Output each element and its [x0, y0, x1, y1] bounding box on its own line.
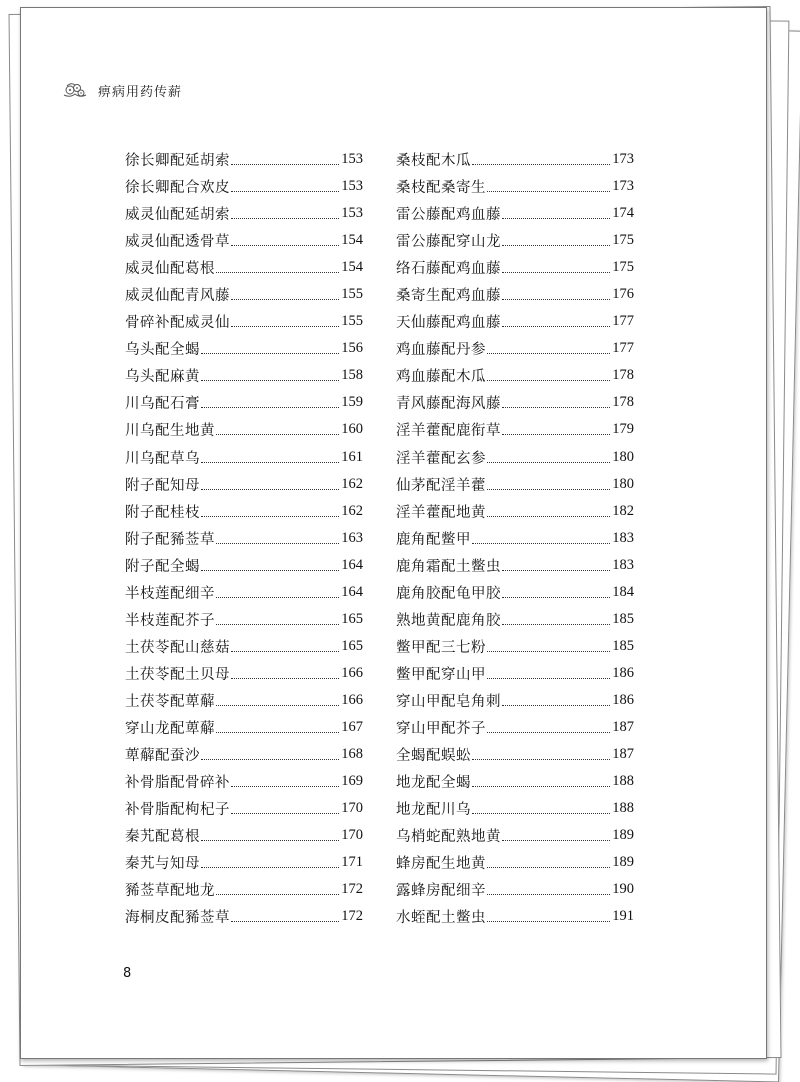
toc-entry-page: 161 — [341, 448, 363, 465]
toc-entry-title: 威灵仙配青风藤 — [125, 288, 230, 305]
toc-dot-leader — [502, 562, 610, 571]
toc-entry-title: 桑枝配桑寄生 — [396, 180, 486, 197]
toc-entry-title: 穿山甲配皂角刺 — [396, 693, 501, 710]
toc-entry — [396, 335, 634, 362]
toc-entry-title: 徐长卿配延胡索 — [125, 153, 230, 170]
toc-entry-page: 185 — [612, 637, 634, 654]
toc-entry-title: 乌头配麻黄 — [125, 369, 200, 386]
toc-dot-leader — [231, 183, 339, 192]
running-head-title: 痹病用药传薪 — [98, 84, 183, 100]
toc-entry — [396, 146, 634, 173]
toc-entry — [125, 416, 363, 443]
toc-dot-leader — [231, 210, 339, 219]
toc-entry-title: 雷公藤配穿山龙 — [396, 234, 501, 251]
toc-entry-title: 雷公藤配鸡血藤 — [396, 207, 501, 224]
toc-entry-page: 173 — [612, 178, 634, 195]
toc-entry-title: 熟地黄配鹿角胶 — [396, 612, 501, 629]
toc-dot-leader — [216, 535, 339, 544]
toc-entry-title: 秦艽配葛根 — [125, 829, 200, 846]
toc-dot-leader — [487, 372, 610, 381]
toc-entry-title: 全蝎配蜈蚣 — [396, 748, 471, 765]
toc-entry-page: 164 — [341, 556, 363, 573]
toc-dot-leader — [216, 724, 339, 733]
toc-dot-leader — [502, 589, 610, 598]
toc-entry — [396, 389, 634, 416]
toc-entry — [125, 552, 363, 579]
toc-entry-page: 166 — [341, 691, 363, 708]
toc-dot-leader — [231, 913, 339, 922]
toc-entry-page: 162 — [341, 502, 363, 519]
toc-entry-title: 乌头配全蝎 — [125, 342, 200, 359]
toc-entry-title: 仙茅配淫羊藿 — [396, 477, 486, 494]
toc-entry — [396, 795, 634, 822]
toc-dot-leader — [487, 508, 610, 517]
toc-entry-title: 补骨脂配枸杞子 — [125, 802, 230, 819]
toc-entry-title: 天仙藤配鸡血藤 — [396, 315, 501, 332]
toc-entry-title: 萆薢配蚕沙 — [125, 748, 200, 765]
toc-entry — [125, 444, 363, 471]
toc-entry-page: 173 — [612, 151, 634, 168]
toc-entry-title: 土茯苓配土贝母 — [125, 666, 230, 683]
toc-entry-title: 土茯苓配山慈菇 — [125, 639, 230, 656]
toc-entry-page: 186 — [612, 691, 634, 708]
toc-entry-page: 186 — [612, 664, 634, 681]
toc-entry-title: 露蜂房配细辛 — [396, 883, 486, 900]
toc-entry-page: 169 — [341, 773, 363, 790]
page-number: 8 — [123, 966, 132, 981]
toc-dot-leader — [487, 724, 610, 733]
toc-entry — [396, 416, 634, 443]
toc-entry-title: 桑寄生配鸡血藤 — [396, 288, 501, 305]
toc-entry-page: 156 — [341, 340, 363, 357]
toc-entry-title: 鳖甲配三七粉 — [396, 639, 486, 656]
toc-entry-title: 骨碎补配威灵仙 — [125, 315, 230, 332]
toc-dot-leader — [502, 264, 610, 273]
toc-entry-title: 川乌配生地黄 — [125, 423, 215, 440]
toc-dot-leader — [216, 697, 339, 706]
toc-entry-page: 172 — [341, 908, 363, 925]
toc-entry — [396, 498, 634, 525]
toc-entry — [396, 741, 634, 768]
toc-dot-leader — [201, 508, 339, 517]
toc-dot-leader — [502, 697, 610, 706]
toc-entry-title: 穿山龙配萆薢 — [125, 721, 215, 737]
toc-entry — [396, 903, 634, 930]
toc-entry — [396, 254, 634, 281]
toc-entry-page: 153 — [341, 205, 363, 222]
toc-entry-page: 184 — [612, 583, 634, 600]
toc-entry — [396, 714, 634, 741]
toc-entry-title: 秦艽与知母 — [125, 856, 200, 873]
toc-entry — [396, 308, 634, 335]
toc-dot-leader — [487, 886, 610, 895]
toc-entry-page: 154 — [341, 259, 363, 276]
toc-entry — [125, 795, 363, 822]
toc-column-right — [396, 146, 634, 930]
toc-entry-title: 水蛭配土鳖虫 — [396, 910, 486, 927]
toc-entry-title: 淫羊藿配玄参 — [396, 450, 486, 467]
toc-entry-title: 川乌配草乌 — [125, 450, 200, 467]
toc-dot-leader — [216, 589, 339, 598]
toc-entry-page: 155 — [341, 313, 363, 330]
toc-entry-title: 附子配桂枝 — [125, 504, 200, 521]
toc-entry — [125, 525, 363, 552]
toc-entry-title: 鸡血藤配木瓜 — [396, 369, 486, 386]
toc-entry — [125, 362, 363, 389]
toc-entry — [125, 471, 363, 498]
toc-entry-title: 乌梢蛇配熟地黄 — [396, 829, 501, 846]
toc-dot-leader — [201, 562, 339, 571]
toc-dot-leader — [216, 264, 339, 273]
toc-entry-page: 170 — [341, 827, 363, 844]
toc-entry-title: 桑枝配木瓜 — [396, 153, 471, 170]
toc-entry-page: 165 — [341, 610, 363, 627]
toc-entry — [125, 741, 363, 768]
toc-entry-page: 162 — [341, 475, 363, 492]
toc-dot-leader — [472, 751, 610, 760]
toc-entry-title: 地龙配川乌 — [396, 802, 471, 819]
toc-entry — [125, 227, 363, 254]
toc-entry — [125, 768, 363, 795]
toc-entry — [396, 200, 634, 227]
toc-dot-leader — [231, 237, 339, 246]
toc-dot-leader — [472, 156, 610, 165]
toc-entry-title: 附子配全蝎 — [125, 558, 200, 575]
toc-entry-page: 180 — [612, 448, 634, 465]
toc-entry-page: 179 — [612, 421, 634, 438]
toc-dot-leader — [231, 643, 339, 652]
toc-entry — [125, 687, 363, 714]
toc-entry — [125, 903, 363, 930]
toc-entry-title: 威灵仙配延胡索 — [125, 207, 230, 224]
toc-entry — [396, 660, 634, 687]
toc-entry-page: 163 — [341, 529, 363, 546]
toc-entry-title: 鹿角配鳖甲 — [396, 531, 471, 548]
toc-entry-page: 188 — [612, 773, 634, 790]
toc-entry-page: 171 — [341, 854, 363, 871]
toc-entry — [396, 768, 634, 795]
toc-entry-page: 167 — [341, 719, 363, 735]
toc-entry-page: 165 — [341, 637, 363, 654]
toc-entry-page: 182 — [612, 502, 634, 519]
toc-entry — [125, 281, 363, 308]
toc-dot-leader — [487, 345, 610, 354]
toc-entry — [125, 876, 363, 903]
toc-entry — [125, 849, 363, 876]
toc-column-left — [125, 146, 363, 930]
toc-dot-leader — [487, 454, 610, 463]
toc-entry — [125, 660, 363, 687]
toc-dot-leader — [502, 616, 610, 625]
toc-entry-title: 威灵仙配透骨草 — [125, 234, 230, 251]
toc-dot-leader — [201, 481, 339, 490]
toc-dot-leader — [472, 805, 610, 814]
toc-entry-title: 鹿角胶配龟甲胶 — [396, 585, 501, 602]
toc-dot-leader — [487, 183, 610, 192]
toc-dot-leader — [487, 670, 610, 679]
toc-entry — [396, 362, 634, 389]
toc-entry-page: 189 — [612, 827, 634, 844]
toc-entry — [396, 173, 634, 200]
toc-entry-page: 187 — [612, 719, 634, 735]
toc-dot-leader — [231, 778, 339, 787]
toc-entry-page: 168 — [341, 746, 363, 763]
toc-entry — [125, 633, 363, 660]
toc-entry-title: 半枝莲配芥子 — [125, 612, 215, 629]
toc-dot-leader — [201, 832, 339, 841]
toc-entry-page: 175 — [612, 232, 634, 249]
toc-entry-page: 188 — [612, 800, 634, 817]
toc-entry-page: 175 — [612, 259, 634, 276]
toc-dot-leader — [216, 886, 339, 895]
toc-entry-page: 177 — [612, 313, 634, 330]
toc-dot-leader — [487, 481, 610, 490]
toc-entry-page: 180 — [612, 475, 634, 492]
toc-dot-leader — [201, 751, 339, 760]
toc-dot-leader — [231, 805, 339, 814]
toc-dot-leader — [231, 318, 339, 327]
toc-entry-title: 海桐皮配豨莶草 — [125, 910, 230, 927]
toc-entry-title: 穿山甲配芥子 — [396, 721, 486, 737]
toc-entry — [125, 389, 363, 416]
running-head — [62, 78, 182, 102]
toc-entry-title: 威灵仙配葛根 — [125, 261, 215, 278]
toc-entry-page: 183 — [612, 529, 634, 546]
toc-entry — [396, 227, 634, 254]
toc-dot-leader — [201, 372, 339, 381]
toc-entry-title: 淫羊藿配鹿衔草 — [396, 423, 501, 440]
toc-entry-page: 158 — [341, 367, 363, 384]
toc-dot-leader — [502, 237, 610, 246]
toc-dot-leader — [231, 670, 339, 679]
toc-dot-leader — [502, 832, 610, 841]
toc-entry-page: 185 — [612, 610, 634, 627]
toc-entry — [125, 200, 363, 227]
toc-entry-page: 172 — [341, 881, 363, 898]
toc-entry-page: 160 — [341, 421, 363, 438]
toc-entry-page: 176 — [612, 286, 634, 303]
toc-dot-leader — [216, 616, 339, 625]
toc-entry-page: 153 — [341, 178, 363, 195]
toc-entry-page: 187 — [612, 746, 634, 763]
toc-dot-leader — [201, 454, 339, 463]
toc-dot-leader — [472, 535, 610, 544]
toc-entry — [396, 579, 634, 606]
toc-entry-title: 补骨脂配骨碎补 — [125, 775, 230, 792]
toc-entry — [125, 714, 363, 741]
toc-entry — [125, 335, 363, 362]
toc-entry — [125, 146, 363, 173]
toc-dot-leader — [216, 426, 339, 435]
flower-ornament-icon — [62, 80, 88, 100]
toc-dot-leader — [502, 426, 610, 435]
toc-entry — [396, 444, 634, 471]
toc-entry — [396, 849, 634, 876]
toc-entry — [125, 822, 363, 849]
toc-entry-page: 190 — [612, 881, 634, 898]
toc-entry-title: 附子配知母 — [125, 477, 200, 494]
toc-entry-title: 青风藤配海风藤 — [396, 396, 501, 413]
toc-entry — [125, 254, 363, 281]
toc-entry-title: 淫羊藿配地黄 — [396, 504, 486, 521]
toc-entry — [125, 308, 363, 335]
toc-entry-title: 蜂房配生地黄 — [396, 856, 486, 873]
toc-entry-page: 166 — [341, 664, 363, 681]
toc-entry-page: 155 — [341, 286, 363, 303]
toc-entry-title: 鳖甲配穿山甲 — [396, 666, 486, 683]
toc-entry-page: 174 — [612, 205, 634, 222]
toc-dot-leader — [502, 399, 610, 408]
toc-entry-title: 豨莶草配地龙 — [125, 883, 215, 900]
toc-entry-page: 178 — [612, 367, 634, 384]
toc-entry-page: 183 — [612, 556, 634, 573]
toc-dot-leader — [201, 345, 339, 354]
toc-entry-page: 159 — [341, 394, 363, 411]
toc-entry-page: 178 — [612, 394, 634, 411]
toc-entry-page: 153 — [341, 151, 363, 168]
toc-entry — [125, 498, 363, 525]
toc-entry-title: 川乌配石膏 — [125, 396, 200, 413]
toc-entry — [396, 552, 634, 579]
toc-entry — [125, 606, 363, 633]
toc-dot-leader — [231, 291, 339, 300]
toc-dot-leader — [472, 778, 610, 787]
toc-entry-page: 170 — [341, 800, 363, 817]
toc-entry-page: 177 — [612, 340, 634, 357]
toc-dot-leader — [487, 643, 610, 652]
toc-entry — [396, 876, 634, 903]
toc-entry — [396, 471, 634, 498]
toc-entry-title: 地龙配全蝎 — [396, 775, 471, 792]
toc-entry-page: 154 — [341, 232, 363, 249]
toc-dot-leader — [487, 859, 610, 868]
toc-dot-leader — [231, 156, 339, 165]
toc-dot-leader — [487, 913, 610, 922]
toc-entry — [396, 633, 634, 660]
toc-entry-title: 鸡血藤配丹参 — [396, 342, 486, 359]
toc-dot-leader — [201, 859, 339, 868]
toc-entry-title: 半枝莲配细辛 — [125, 585, 215, 602]
toc-dot-leader — [201, 399, 339, 408]
toc-entry-title: 鹿角霜配土鳖虫 — [396, 558, 501, 575]
toc-entry-page: 191 — [612, 908, 634, 925]
toc-entry — [396, 822, 634, 849]
toc-entry-title: 络石藤配鸡血藤 — [396, 261, 501, 278]
toc-entry-page: 189 — [612, 854, 634, 871]
toc-entry-title: 徐长卿配合欢皮 — [125, 180, 230, 197]
toc-dot-leader — [502, 210, 610, 219]
toc-entry — [396, 606, 634, 633]
toc-dot-leader — [502, 291, 610, 300]
toc-entry-page: 164 — [341, 583, 363, 600]
toc-entry-title: 土茯苓配萆薢 — [125, 693, 215, 710]
toc-entry-title: 附子配豨莶草 — [125, 531, 215, 548]
toc-entry — [125, 579, 363, 606]
toc-entry — [125, 173, 363, 200]
toc-entry — [396, 281, 634, 308]
toc-entry — [396, 687, 634, 714]
toc-dot-leader — [502, 318, 610, 327]
toc-entry — [396, 525, 634, 552]
